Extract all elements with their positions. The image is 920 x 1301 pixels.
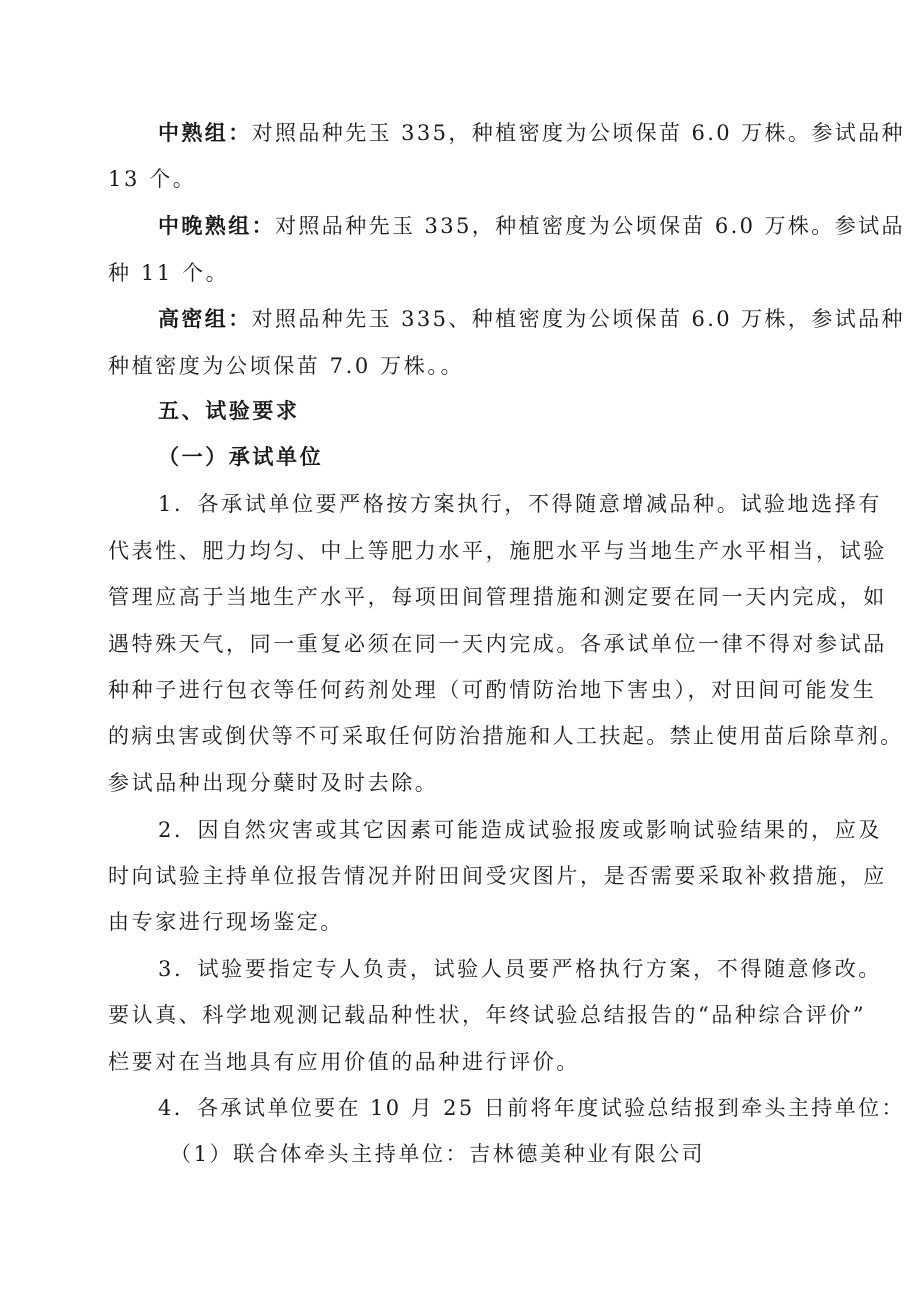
item-4-line-1: 4．各承试单位要在 10 月 25 日前将年度试验总结报到牵头主持单位： [158,1096,905,1120]
mid-late-group-text: 对照品种先玉 335，种植密度为公顷保苗 6.0 万株。参试品 [275,214,905,238]
item-1-line-2: 代表性、肥力均匀、中上等肥力水平，施肥水平与当地生产水平相当，试验 [108,539,887,563]
item-1-line-6: 的病虫害或倒伏等不可采取任何防治措施和人工扶起。禁止使用苗后除草剂。 [108,724,904,748]
item-3-line-2: 要认真、科学地观测记载品种性状，年终试验总结报告的“品种综合评价” [108,1003,867,1027]
item-1-line-5: 种种子进行包衣等任何药剂处理（可酌情防治地下害虫），对田间可能发生 [108,678,877,702]
subsection-one-title: （一）承试单位 [158,445,324,469]
section-five-title: 五、试验要求 [158,399,300,423]
item-1-line-1: 1．各承试单位要严格按方案执行，不得随意增减品种。试验地选择有 [158,492,882,516]
mid-late-group-label: 中晚熟组： [158,214,275,238]
mid-late-group-line-1 [158,211,905,241]
mid-late-group-line-2: 种 11 个。 [108,261,230,285]
item-3-line-1: 3．试验要指定专人负责，试验人员要严格执行方案，不得随意修改。 [158,957,882,981]
item-3-line-3: 栏要对在当地具有应用价值的品种进行评价。 [108,1050,580,1074]
mid-group-line-1 [158,118,905,148]
mid-group-line-2: 13 个。 [108,167,197,191]
high-density-group-line-2: 种植密度为公顷保苗 7.0 万株。。 [108,354,465,378]
mid-group-text: 对照品种先玉 335，种植密度为公顷保苗 6.0 万株。参试品种 [251,121,905,145]
item-2-line-3: 由专家进行现场鉴定。 [108,910,344,934]
high-density-group-text: 对照品种先玉 335、种植密度为公顷保苗 6.0 万株，参试品种 [251,307,905,331]
item-1-line-3: 管理应高于当地生产水平，每项田间管理措施和测定要在同一天内完成，如 [108,585,887,609]
high-density-group-line-1 [158,304,905,334]
high-density-group-label: 高密组： [158,307,252,331]
item-4-sub-1: （1）联合体牵头主持单位：吉林德美种业有限公司 [170,1142,706,1166]
mid-group-label: 中熟组： [158,121,252,145]
item-1-line-4: 遇特殊天气，同一重复必须在同一天内完成。各承试单位一律不得对参试品 [108,632,887,656]
item-2-line-2: 时向试验主持单位报告情况并附田间受灾图片，是否需要采取补救措施，应 [108,864,887,888]
item-1-line-7: 参试品种出现分蘖时及时去除。 [108,771,439,795]
item-2-line-1: 2．因自然灾害或其它因素可能造成试验报废或影响试验结果的，应及 [158,818,882,842]
